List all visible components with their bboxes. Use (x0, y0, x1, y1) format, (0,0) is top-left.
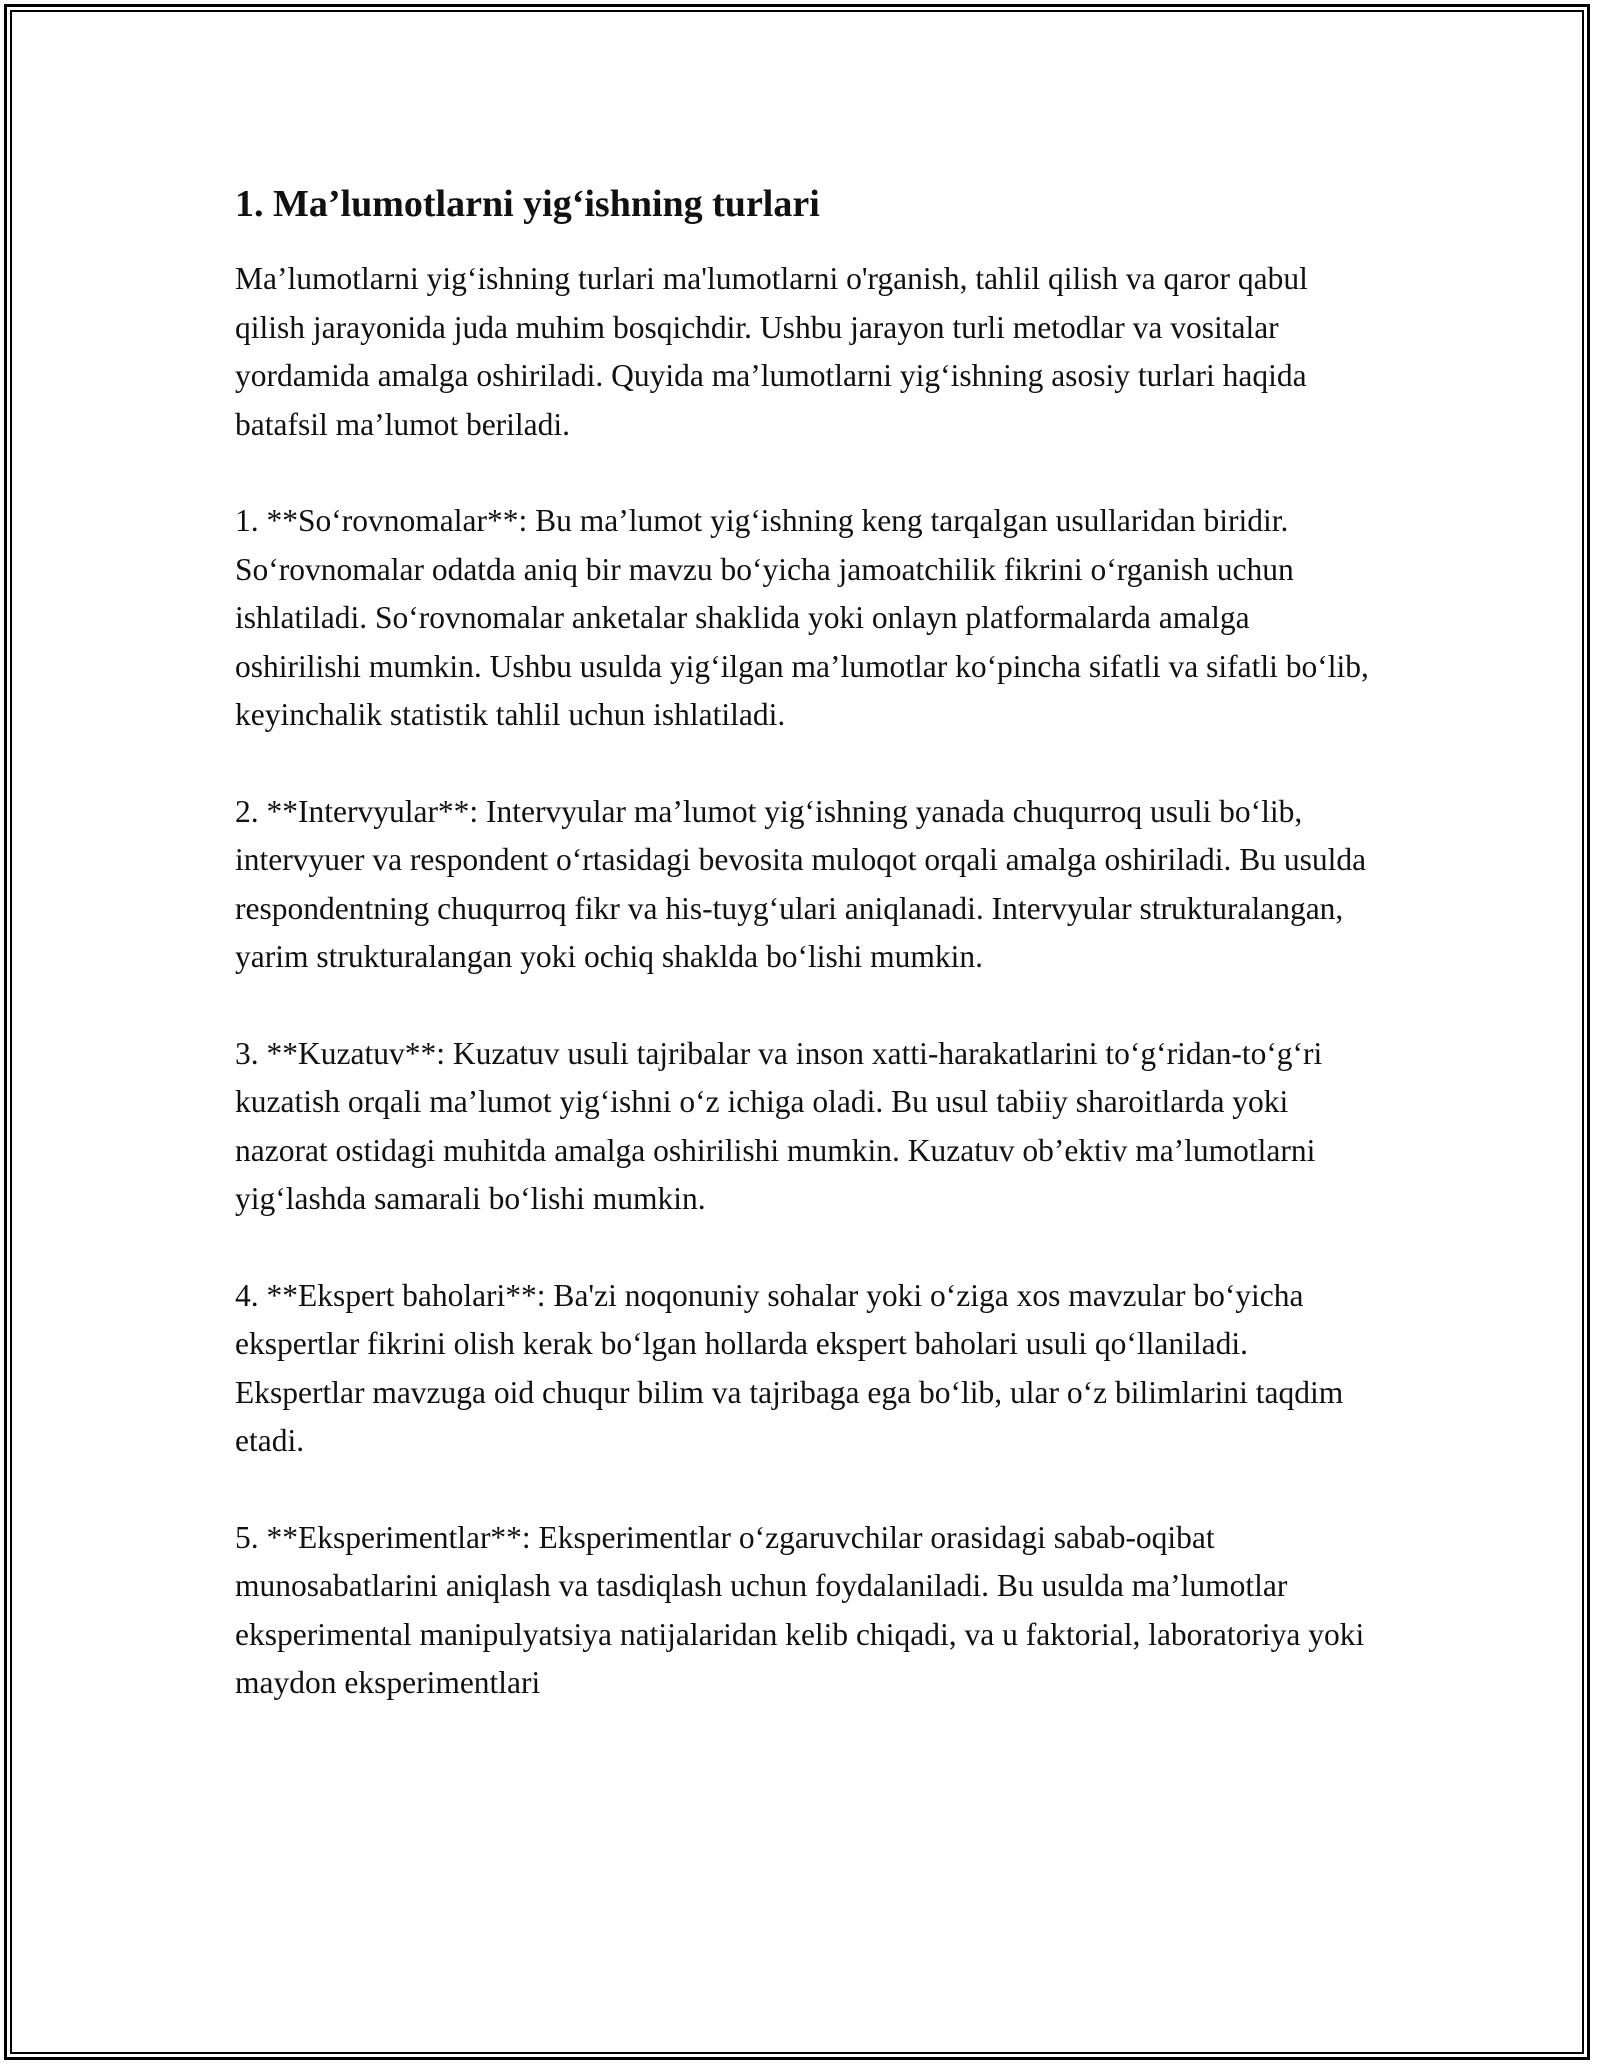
paragraph-experiments: 5. **Eksperimentlar**: Eksperimentlar o‘zgaruvchilar orasidagi sabab-oqibat munosabatlarini aniqlash va tasdiqlash uchun foydalaniladi. Bu usulda ma’lumotlar eksperimental manipulyatsiya natijalaridan kelib chiqadi, va u faktorial, laboratoriya yoki maydon eksperimentlari (235, 1519, 1365, 1701)
document-body (235, 180, 1375, 1708)
intro-paragraph: Ma’lumotlarni yig‘ishning turlari ma'lumotlarni o'rganish, tahlil qilish va qaror qabul qilish jarayonida juda muhim bosqichdir. Ushbu jarayon turli metodlar va vositalar yordamida amalga oshiriladi. Quyida ma’lumotlarni yig‘ishning asosiy turlari haqida batafsil ma’lumot beriladi. (235, 261, 1308, 442)
paragraph-interviews: 2. **Intervyular**: Intervyular ma’lumot yig‘ishning yanada chuqurroq usuli bo‘lib, intervyuer va respondent o‘rtasidagi bevosita muloqot orqali amalga oshiriladi. Bu usulda respondentning chuqurroq fikr va his-tuyg‘ulari aniqlanadi. Intervyular strukturalangan, yarim strukturalangan yoki ochiq shaklda bo‘lishi mumkin. (235, 793, 1367, 975)
section-heading: 1. Ma’lumotlarni yig‘ishning turlari (235, 183, 820, 225)
paragraph-surveys: 1. **So‘rovnomalar**: Bu ma’lumot yig‘ishning keng tarqalgan usullaridan biridir. So‘rovnomalar odatda aniq bir mavzu bo‘yicha jamoatchilik fikrini o‘rganish uchun ishlatiladi. So‘rovnomalar anketalar shaklida yoki onlayn platformalarda amalga oshirilishi mumkin. Ushbu usulda yig‘ilgan ma’lumotlar ko‘pincha sifatli va sifatli bo‘lib, keyinchalik statistik tahlil uchun ishlatiladi. (235, 503, 1369, 733)
paragraph-observation: 3. **Kuzatuv**: Kuzatuv usuli tajribalar va inson xatti-harakatlarini to‘g‘ridan-to‘g‘ri kuzatish orqali ma’lumot yig‘ishni o‘z ichiga oladi. Bu usul tabiiy sharoitlarda yoki nazorat ostidagi muhitda amalga oshirilishi mumkin. Kuzatuv ob’ektiv ma’lumotlarni yig‘lashda samarali bo‘lishi mumkin. (235, 1035, 1323, 1217)
paragraph-expert-assessments: 4. **Ekspert baholari**: Ba'zi noqonuniy sohalar yoki o‘ziga xos mavzular bo‘yicha ekspertlar fikrini olish kerak bo‘lgan hollarda ekspert baholari usuli qo‘llaniladi. Ekspertlar mavzuga oid chuqur bilim va tajribaga ega bo‘lib, ular o‘z bilimlarini taqdim etadi. (235, 1277, 1344, 1459)
